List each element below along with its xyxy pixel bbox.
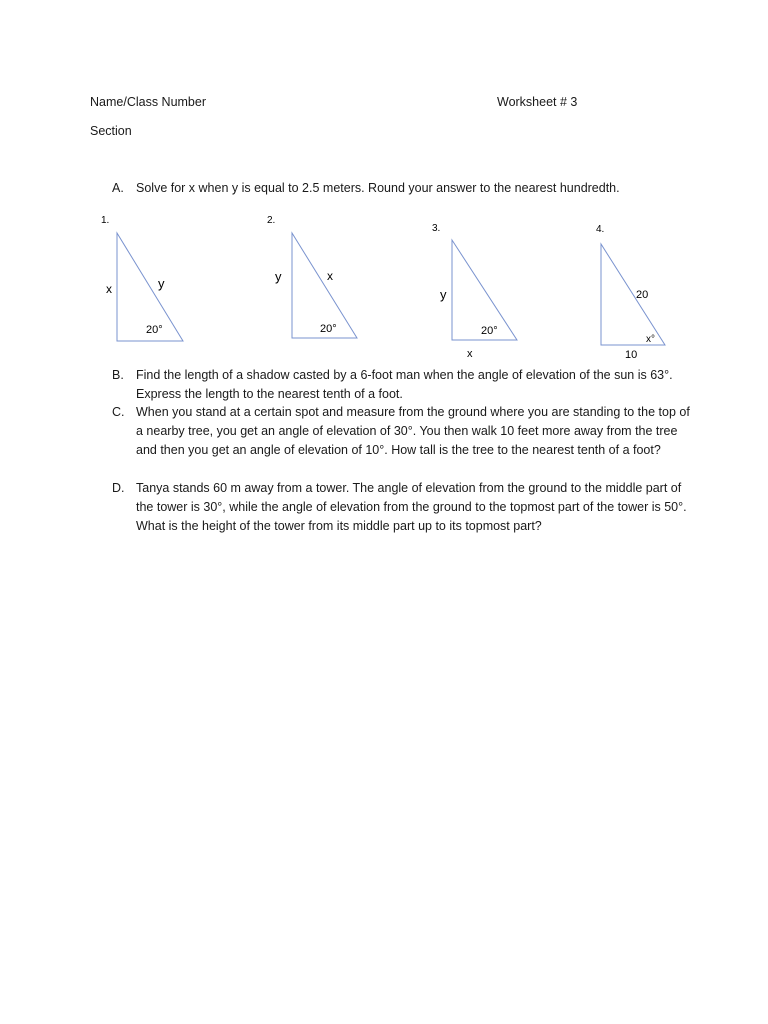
figure-2-number: 2.	[267, 215, 276, 226]
problem-d-letter: D.	[112, 481, 125, 495]
triangles-svg	[0, 0, 768, 370]
figure-4-angle-label: x°	[646, 334, 655, 345]
figure-2-vertical-label: y	[275, 269, 282, 284]
problem-d-text: Tanya stands 60 m away from a tower. The angle of elevation from the ground to the middle part of the tower is 30°, while the angle of elevation from the ground to the topmost part of the tower is 50°. What is the height of the tower from its middle part up to its topmost part?	[136, 481, 687, 533]
problem-b-text: Find the length of a shadow casted by a 6-foot man when the angle of elevation of the sun is 63°. Express the length to the nearest tenth of a foot.	[136, 368, 673, 401]
figure-4-number: 4.	[596, 224, 605, 235]
figure-3-angle-label: 20°	[481, 325, 498, 337]
figure-3-base-label: x	[467, 348, 473, 360]
figure-3-number: 3.	[432, 223, 441, 234]
problem-b	[112, 366, 692, 404]
problem-a-text: Solve for x when y is equal to 2.5 meters. Round your answer to the nearest hundredth.	[136, 181, 620, 195]
problem-d	[112, 479, 692, 536]
section-label: Section	[90, 124, 132, 138]
figure-1-vertical-label: x	[106, 282, 112, 296]
triangle-4	[601, 244, 665, 345]
problem-c-text: When you stand at a certain spot and measure from the ground where you are standing to the top of a nearby tree, you get an angle of elevation of 30°. You then walk 10 feet more away from the tree and then you get an angle of elevation of 10°. How tall is the tree to the nearest tenth of a foot?	[136, 405, 690, 457]
problem-c	[112, 403, 692, 460]
problem-a-letter: A.	[112, 181, 124, 195]
figure-1-hypotenuse-label: y	[158, 276, 165, 291]
figure-1-number: 1.	[101, 215, 110, 226]
figure-2-angle-label: 20°	[320, 323, 337, 335]
figure-4-base-label: 10	[625, 349, 638, 361]
name-class-label: Name/Class Number	[90, 95, 207, 109]
figure-2-hypotenuse-label: x	[327, 269, 333, 283]
figure-3-vertical-label: y	[440, 287, 447, 302]
figure-4-hypotenuse-label: 20	[636, 289, 649, 301]
worksheet-label: Worksheet # 3	[497, 95, 578, 109]
problem-c-letter: C.	[112, 405, 125, 419]
problem-b-letter: B.	[112, 368, 124, 382]
figure-1-angle-label: 20°	[146, 324, 163, 336]
